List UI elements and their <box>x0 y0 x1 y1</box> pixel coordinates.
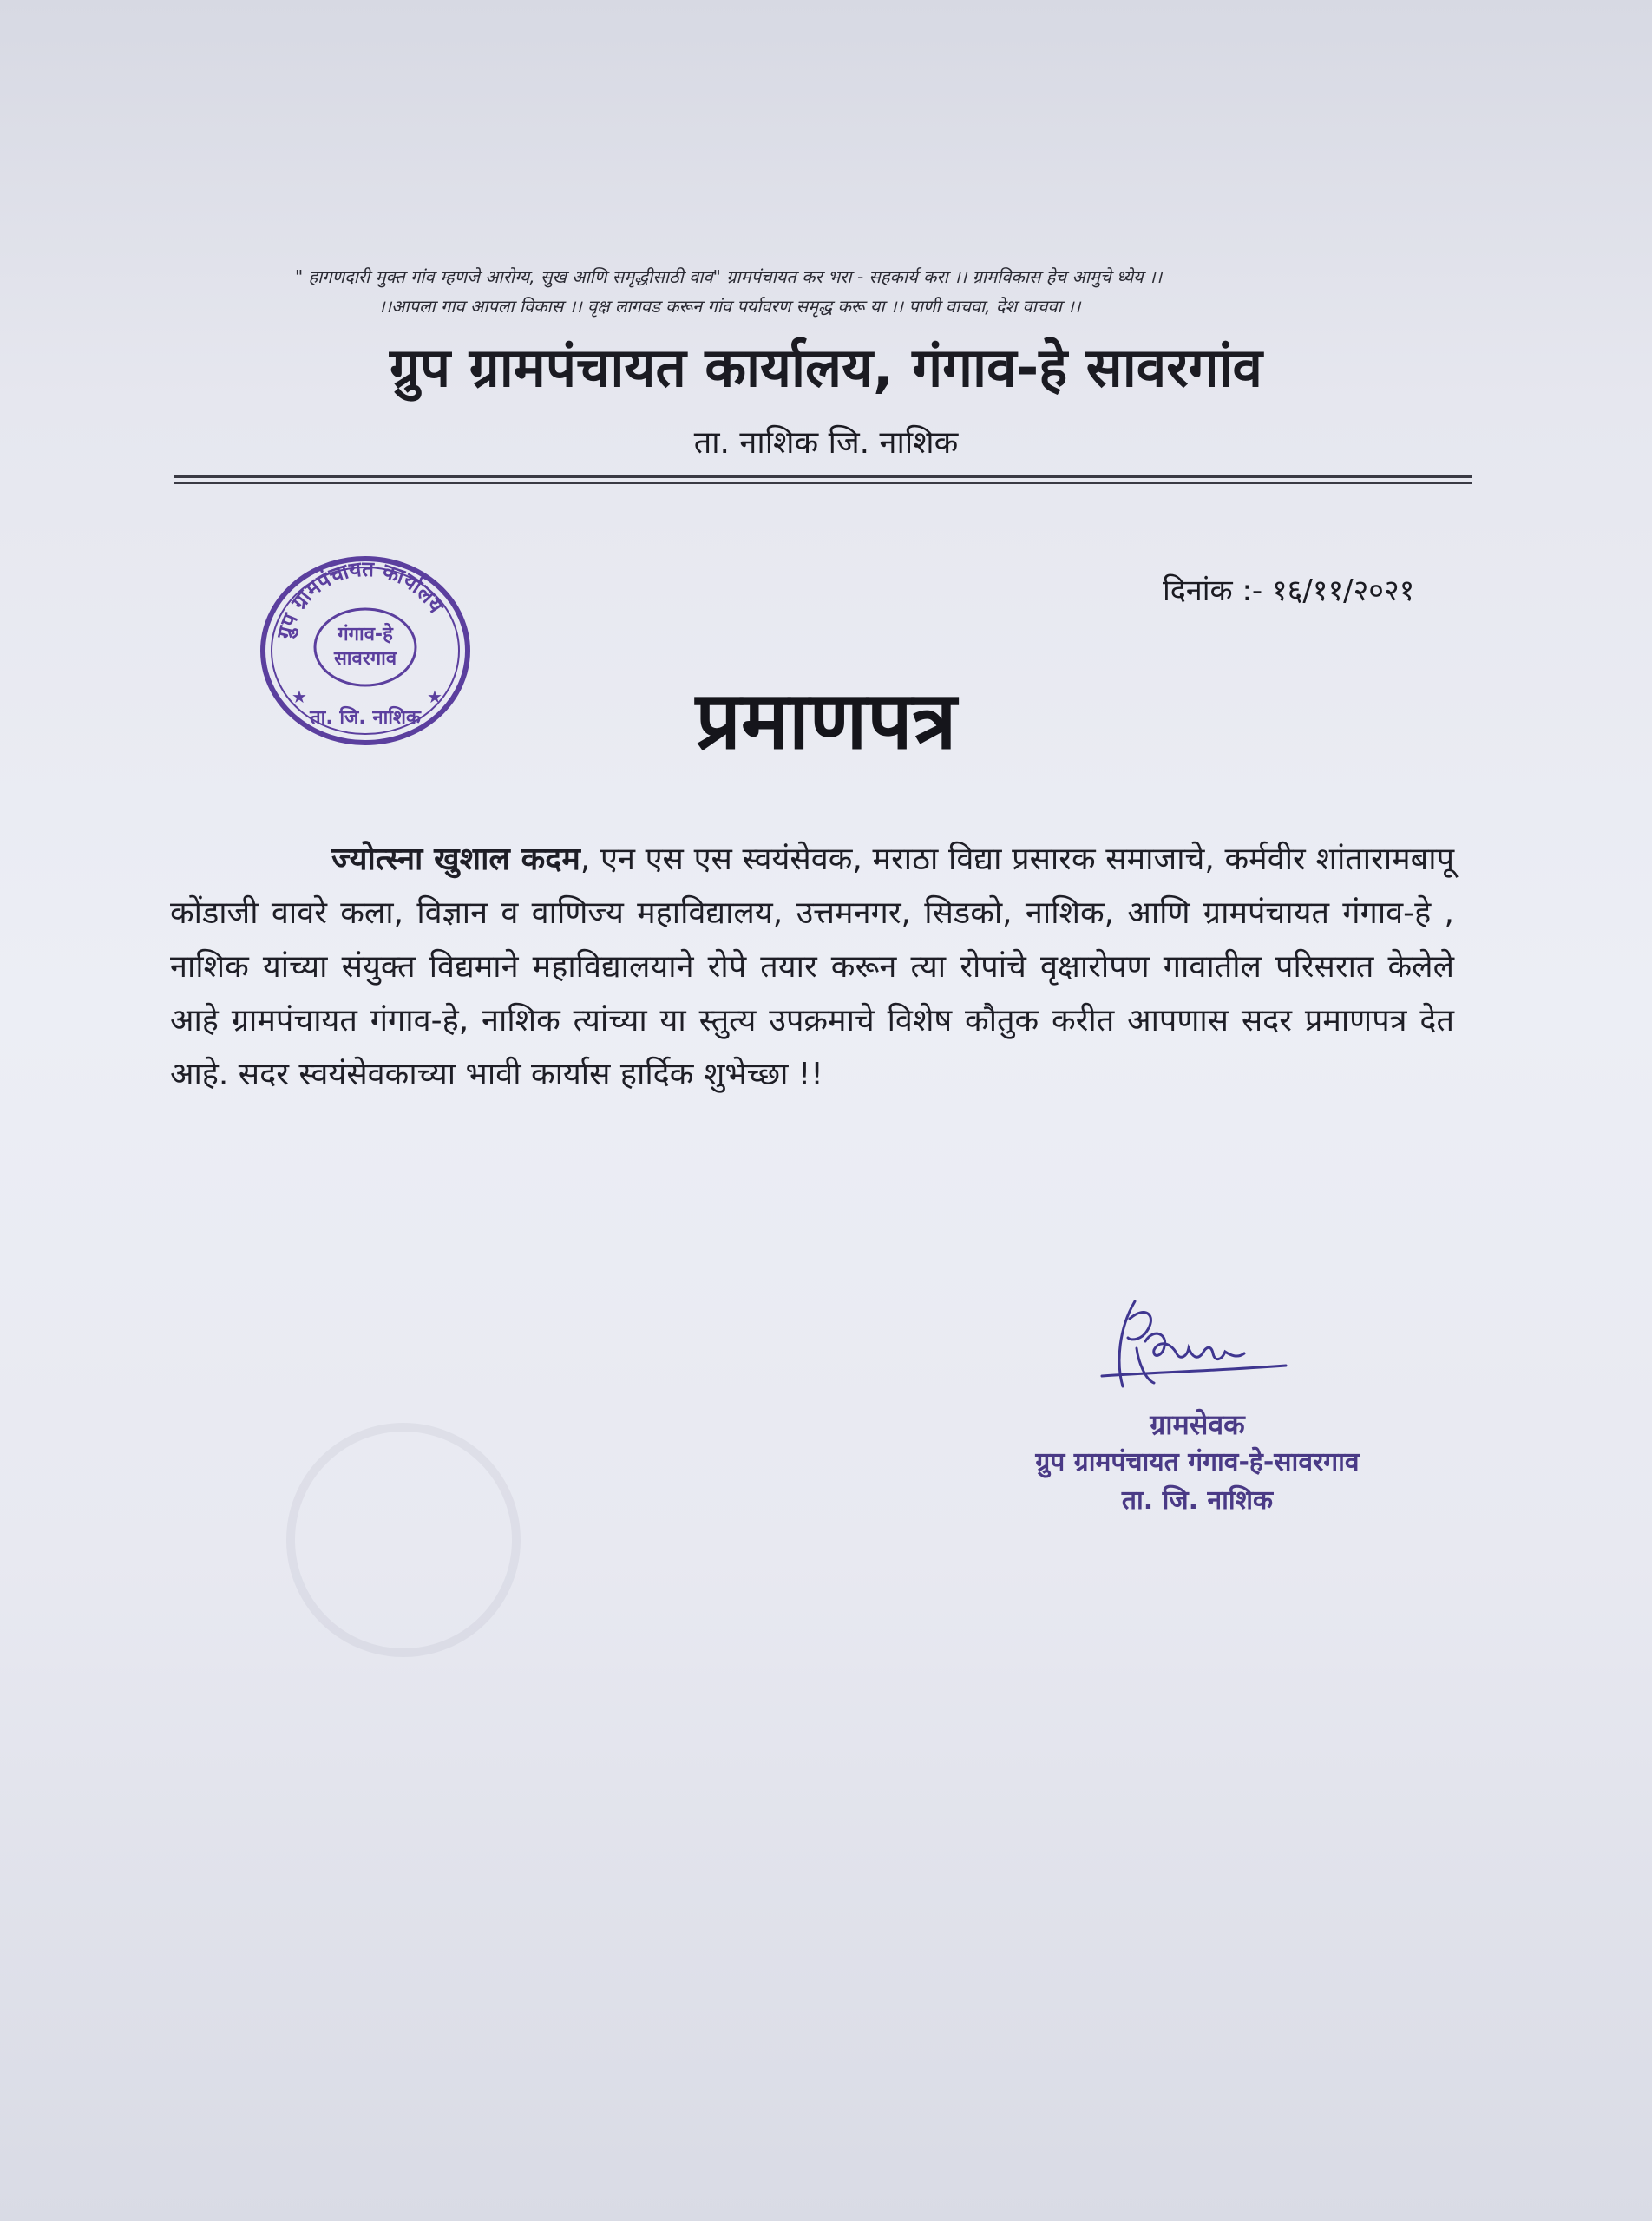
motto-line-2: ।।आपला गाव आपला विकास ।। वृक्ष लागवड करून गांव पर्यावरण समृद्ध करू या ।। पाणी वाचवा, देश वाचवा ।। <box>378 296 1081 317</box>
issue-date: दिनांक :- १६/११/२०२१ <box>1163 573 1415 608</box>
motto-line-1: " हागणदारी मुक्त गांव म्हणजे आरोग्य, सुख आणि समृद्धीसाठी वाव" ग्रामपंचायत कर भरा - सहकार्य करा ।। ग्रामविकास हेच आमुचे ध्येय ।। <box>295 266 1163 287</box>
stamp-center-line-1: गंगाव-हे <box>338 624 393 645</box>
stamp-star-icon: ★ <box>427 686 442 707</box>
header-motto <box>295 262 1440 321</box>
signatory-place: ता. जि. नाशिक <box>1121 1485 1274 1516</box>
stamp-center-line-2: सावरगाव <box>333 648 397 670</box>
office-location: ता. नाशिक जि. नाशिक <box>693 425 959 461</box>
header-divider-secondary <box>174 482 1472 484</box>
signatory-role: ग्रामसेवक <box>1150 1408 1245 1441</box>
stamp-arc-text: ग्रुप ग्रामपंचायत कार्यालय <box>272 556 449 641</box>
recipient-name: ज्योत्स्ना खुशाल कदम <box>331 842 580 877</box>
certificate-body <box>170 833 1454 1102</box>
signatory-organization: ग्रुप ग्रामपंचायत गंगाव-हे-सावरगाव <box>1035 1447 1360 1477</box>
document-title: प्रमाणपत्र <box>695 674 957 767</box>
stamp-bottom-text: ता. जि. नाशिक <box>310 707 421 729</box>
gramsevak-signature <box>1085 1293 1293 1405</box>
signatory-block <box>954 1405 1440 1520</box>
header-divider <box>174 475 1472 478</box>
stamp-star-icon: ★ <box>292 686 307 707</box>
office-name: ग्रुप ग्रामपंचायत कार्यालय, गंगाव-हे सावरगांव <box>389 336 1263 399</box>
reverse-side-stamp-shadow <box>286 1423 521 1657</box>
certificate-body-text: , एन एस एस स्वयंसेवक, मराठा विद्या प्रसारक समाजाचे, कर्मवीर शांतारामबापू कोंडाजी वावरे कला, विज्ञान व वाणिज्य महाविद्यालय, उत्तमनगर, सिडको, नाशिक, आणि ग्रामपंचायत गंगाव-हे , नाशिक यांच्या संयुक्त विद्यमाने महाविद्यालयाने रोपे तयार करून त्या रोपांचे वृक्षारोपण गावातील परिसरात केलेले आहे ग्रामपंचायत गंगाव-हे, नाशिक त्यांच्या या स्तुत्य उपक्रमाचे विशेष कौतुक करीत आपणास सदर प्रमाणपत्र देत आहे. सदर स्वयंसेवकाच्या भावी कार्यास हार्दिक शुभेच्छा !! <box>170 842 1455 1092</box>
